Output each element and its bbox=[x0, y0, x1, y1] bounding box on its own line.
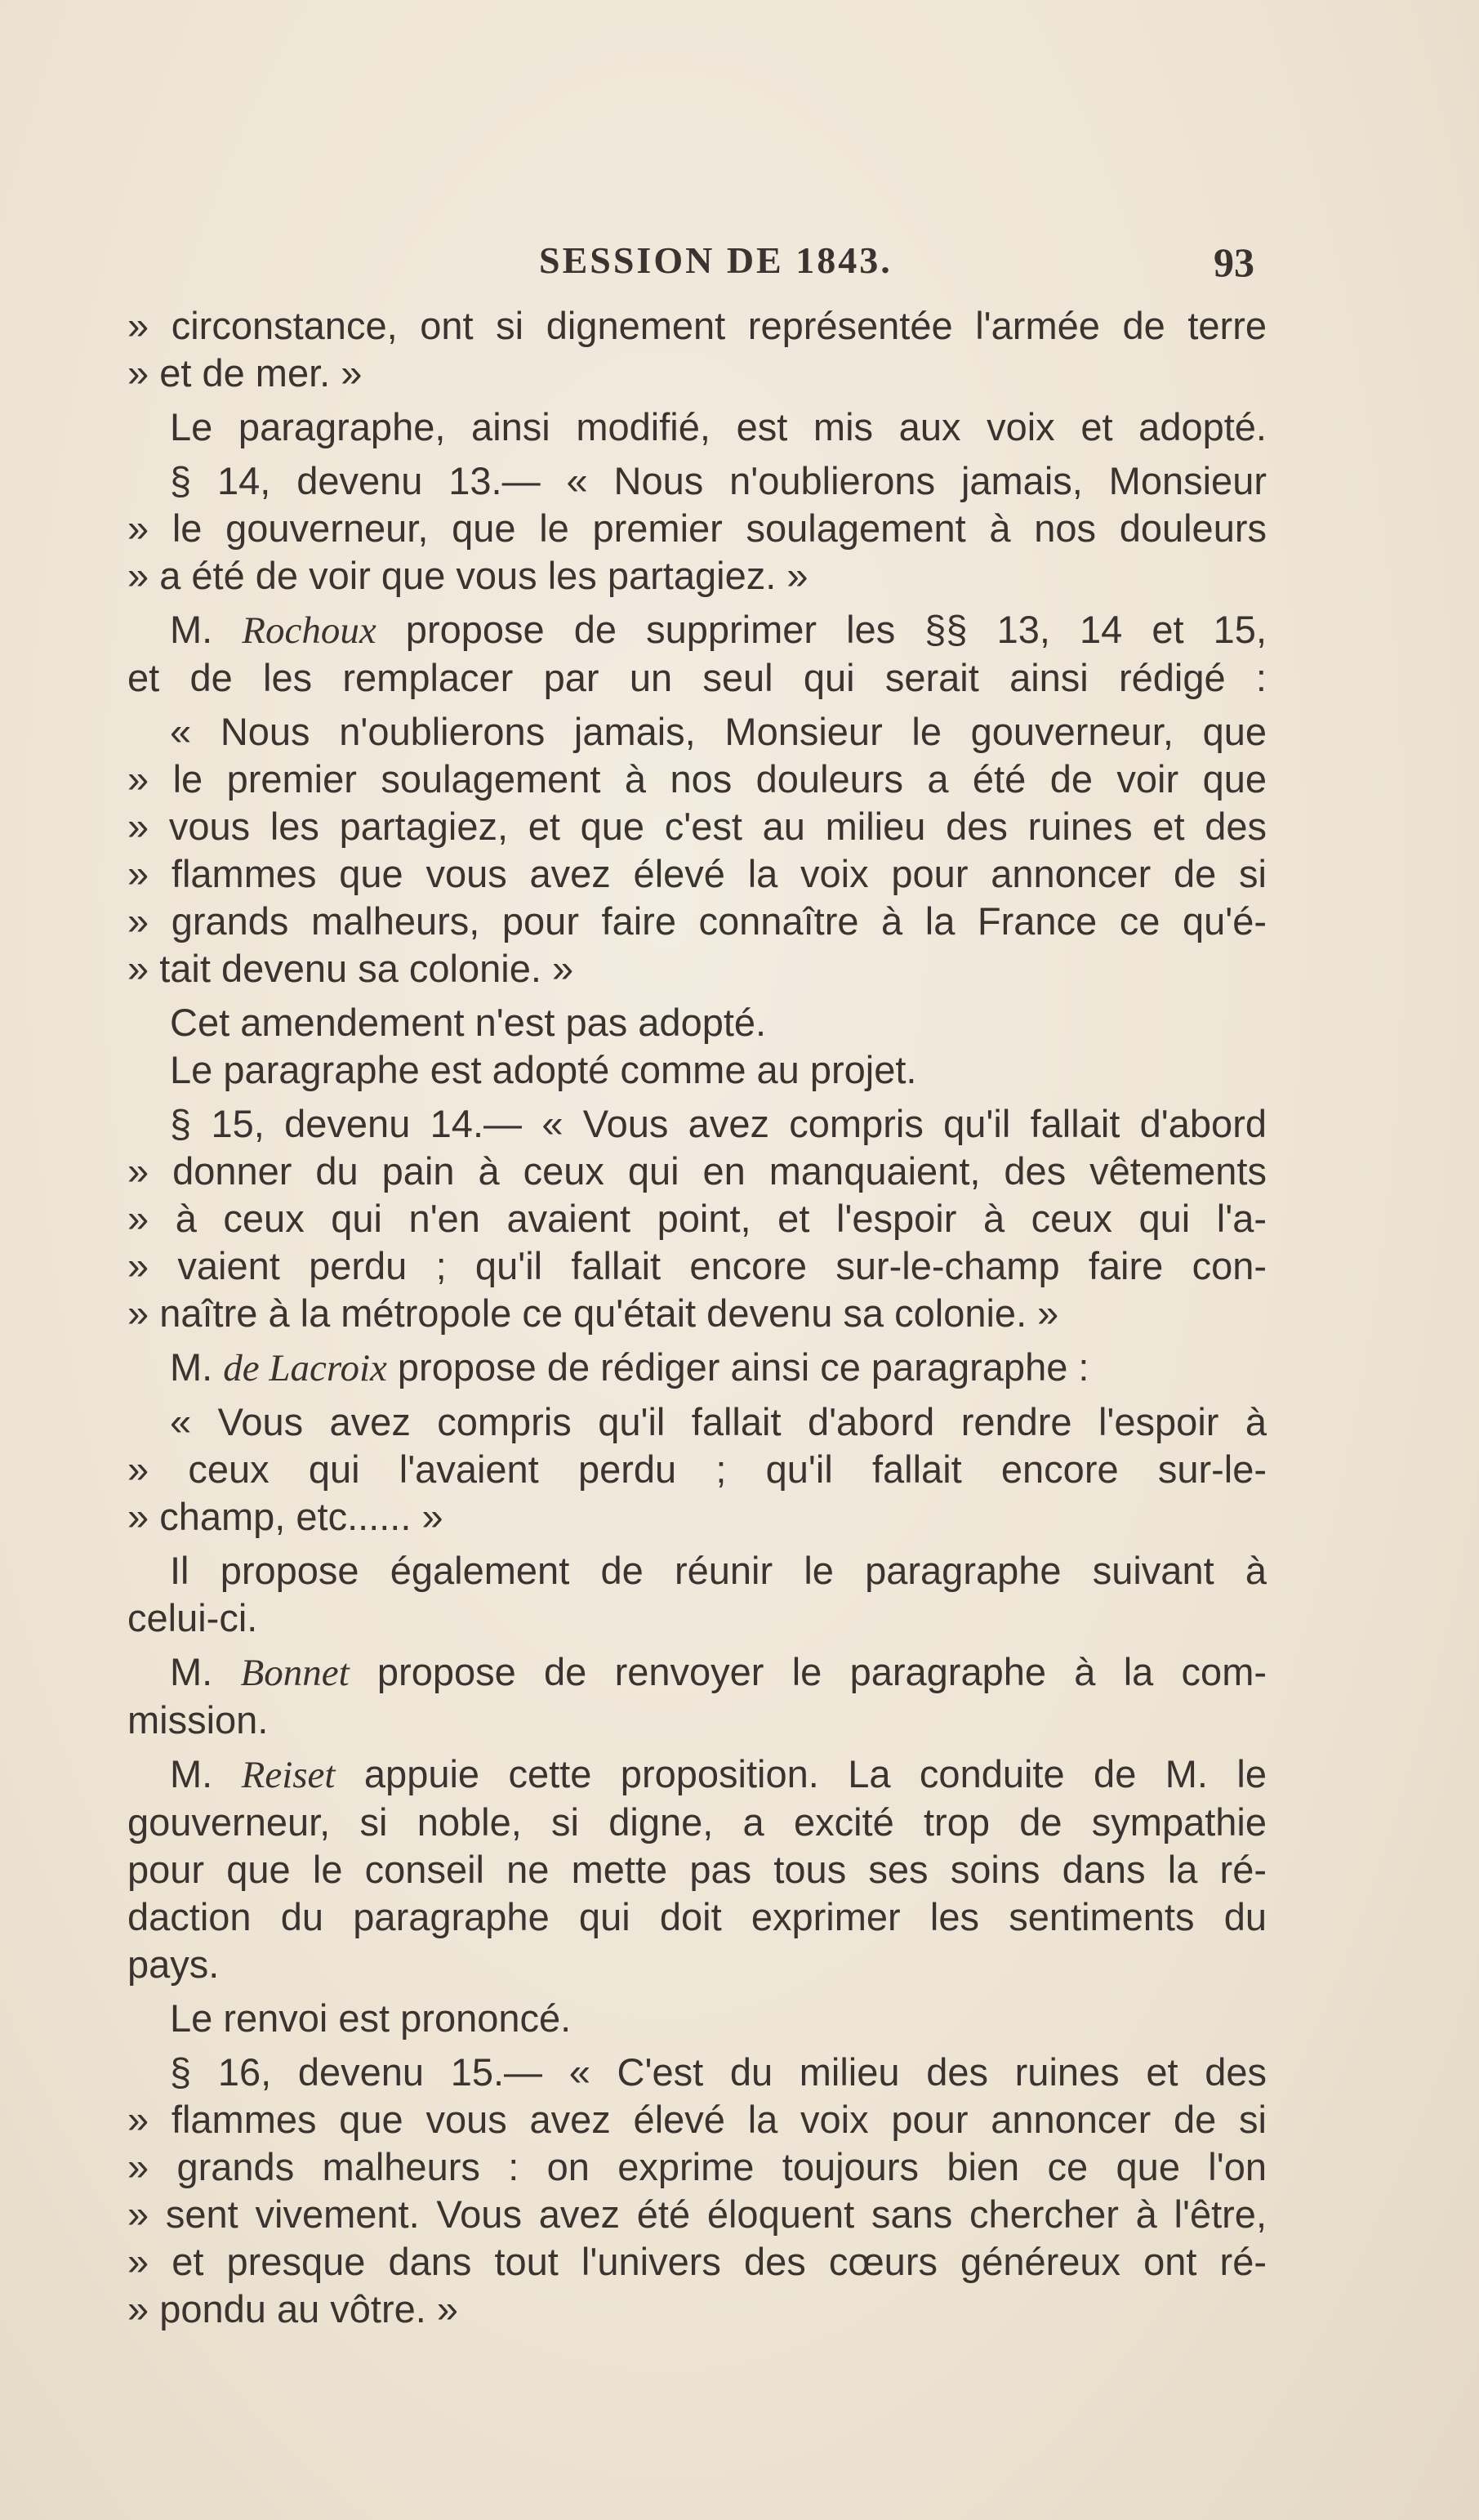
speaker-line bbox=[127, 1344, 1267, 1392]
text-line: » grands malheurs : on exprime toujours bien ce que l'on bbox=[127, 2145, 1267, 2188]
speaker-prefix: M. bbox=[170, 608, 243, 651]
text-line: Le paragraphe, ainsi modifié, est mis aux voix et adopté. bbox=[170, 405, 1267, 448]
speaker-prefix: M. bbox=[170, 1650, 241, 1693]
text-line: daction du paragraphe qui doit exprimer les sentiments du bbox=[127, 1895, 1267, 1938]
text-line: » vaient perdu ; qu'il fallait encore sur-le-champ faire con- bbox=[127, 1244, 1267, 1287]
text-line: Il propose également de réunir le paragraphe suivant à bbox=[170, 1549, 1267, 1592]
text-line: pays. bbox=[127, 1942, 220, 1986]
text-line: § 15, devenu 14.— « Vous avez compris qu'il fallait d'abord bbox=[170, 1102, 1267, 1145]
text-line: » pondu au vôtre. » bbox=[127, 2287, 459, 2330]
text-line: » et de mer. » bbox=[127, 351, 363, 395]
text-line: et de les remplacer par un seul qui serait ainsi rédigé : bbox=[127, 656, 1267, 699]
text-line: » flammes que vous avez élevé la voix pour annoncer de si bbox=[127, 852, 1267, 895]
speaker-text: propose de renvoyer le paragraphe à la com- bbox=[349, 1650, 1267, 1693]
text-line: Le paragraphe est adopté comme au projet. bbox=[170, 1048, 917, 1091]
text-line: » grands malheurs, pour faire connaître à la France ce qu'é- bbox=[127, 899, 1267, 943]
speaker-line bbox=[127, 1751, 1267, 1799]
text-line: pour que le conseil ne mette pas tous ses soins dans la ré- bbox=[127, 1848, 1267, 1891]
page-number: 93 bbox=[1214, 239, 1254, 285]
speaker-line bbox=[127, 1648, 1267, 1697]
text-line: Cet amendement n'est pas adopté. bbox=[170, 1001, 767, 1044]
text-line: mission. bbox=[127, 1698, 269, 1742]
speaker-prefix: M. bbox=[170, 1345, 224, 1389]
text-line: » donner du pain à ceux qui en manquaient, des vêtements bbox=[127, 1149, 1267, 1193]
speaker-line bbox=[127, 606, 1267, 654]
text-line: § 16, devenu 15.— « C'est du milieu des ruines et des bbox=[170, 2050, 1267, 2094]
text-line: » circonstance, ont si dignement représentée l'armée de terre bbox=[127, 304, 1267, 347]
text-line: » à ceux qui n'en avaient point, et l'espoir à ceux qui l'a- bbox=[127, 1197, 1267, 1240]
running-title: SESSION DE 1843. bbox=[539, 239, 893, 281]
text-line: celui-ci. bbox=[127, 1596, 258, 1639]
speaker-text: appuie cette proposition. La conduite de M. le bbox=[335, 1752, 1267, 1795]
page-header bbox=[0, 239, 1479, 288]
text-line: § 14, devenu 13.— « Nous n'oublierons jamais, Monsieur bbox=[170, 459, 1267, 502]
text-line: » et presque dans tout l'univers des cœurs généreux ont ré- bbox=[127, 2240, 1267, 2283]
speaker-name: de Lacroix bbox=[223, 1347, 387, 1389]
speaker-text: propose de rédiger ainsi ce paragraphe : bbox=[386, 1345, 1089, 1389]
text-line: » champ, etc...... » bbox=[127, 1495, 443, 1538]
speaker-name: Reiset bbox=[241, 1754, 336, 1796]
speaker-text: propose de supprimer les §§ 13, 14 et 15, bbox=[376, 608, 1267, 651]
text-line: » tait devenu sa colonie. » bbox=[127, 947, 574, 990]
speaker-name: Bonnet bbox=[240, 1652, 350, 1694]
text-line: » sent vivement. Vous avez été éloquent sans chercher à l'être, bbox=[127, 2192, 1267, 2236]
speaker-name: Rochoux bbox=[242, 609, 376, 652]
text-line: Le renvoi est prononcé. bbox=[170, 1996, 572, 2040]
text-line: » flammes que vous avez élevé la voix pour annoncer de si bbox=[127, 2098, 1267, 2141]
text-line: » a été de voir que vous les partagiez. » bbox=[127, 554, 809, 597]
text-line: » vous les partagiez, et que c'est au milieu des ruines et des bbox=[127, 805, 1267, 848]
text-line: » naître à la métropole ce qu'était devenu sa colonie. » bbox=[127, 1291, 1059, 1335]
text-line: » le gouverneur, que le premier soulagement à nos douleurs bbox=[127, 506, 1267, 550]
speaker-prefix: M. bbox=[170, 1752, 242, 1795]
text-line: » le premier soulagement à nos douleurs a été de voir que bbox=[127, 757, 1267, 801]
text-line: gouverneur, si noble, si digne, a excité trop de sympathie bbox=[127, 1800, 1267, 1844]
text-line: « Vous avez compris qu'il fallait d'abord rendre l'espoir à bbox=[170, 1400, 1267, 1443]
page-body bbox=[127, 302, 1267, 2333]
text-line: « Nous n'oublierons jamais, Monsieur le gouverneur, que bbox=[170, 710, 1267, 753]
text-line: » ceux qui l'avaient perdu ; qu'il fallait encore sur-le- bbox=[127, 1447, 1267, 1491]
